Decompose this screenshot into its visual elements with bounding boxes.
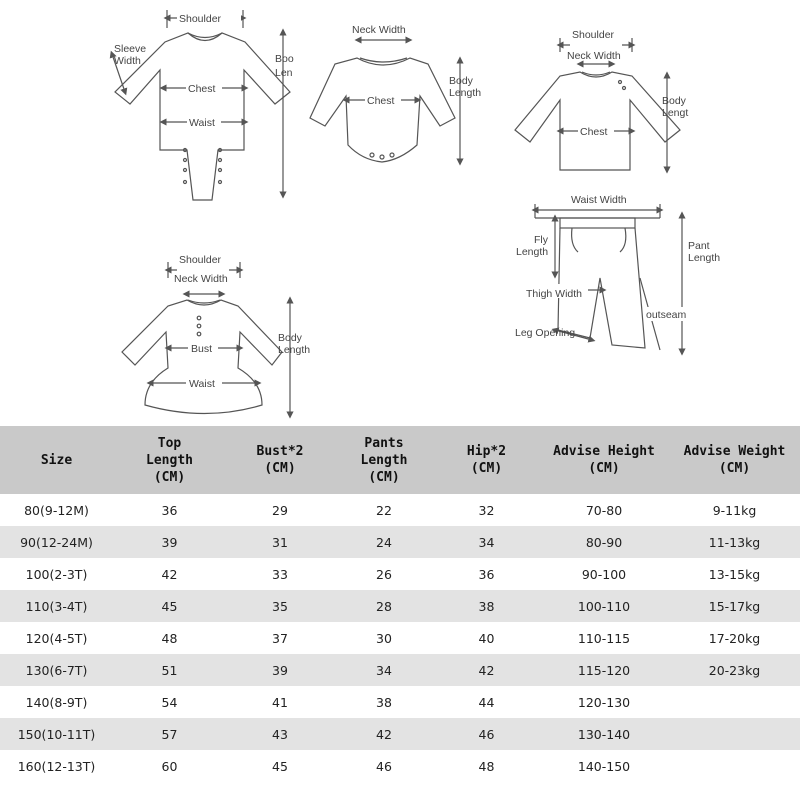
cell-top-length: 45 <box>113 590 226 622</box>
cell-top-length: 57 <box>113 718 226 750</box>
header-hip: Hip*2 (CM) <box>434 426 539 494</box>
cell-top-length: 42 <box>113 558 226 590</box>
cell-pants-length: 22 <box>334 494 434 526</box>
cell-top-length: 54 <box>113 686 226 718</box>
cell-advise-weight <box>669 750 800 782</box>
cell-hip: 34 <box>434 526 539 558</box>
dress-neck-label: Neck Width <box>174 273 228 285</box>
cell-top-length: 48 <box>113 622 226 654</box>
cell-bust: 41 <box>226 686 334 718</box>
cell-advise-weight: 13-15kg <box>669 558 800 590</box>
cell-advise-height: 115-120 <box>539 654 669 686</box>
top-chest-label: Chest <box>580 126 608 138</box>
cell-bust: 39 <box>226 654 334 686</box>
header-top-length: Top Length (CM) <box>113 426 226 494</box>
romper-waist-label: Waist <box>189 117 215 129</box>
bodysuit-chest-label: Chest <box>367 95 395 107</box>
cell-advise-weight: 20-23kg <box>669 654 800 686</box>
cell-bust: 33 <box>226 558 334 590</box>
cell-size: 100(2-3T) <box>0 558 113 590</box>
cell-pants-length: 26 <box>334 558 434 590</box>
romper-sleeve-label-2: Width <box>114 55 141 67</box>
cell-pants-length: 34 <box>334 654 434 686</box>
table-row <box>0 494 800 526</box>
table-row <box>0 558 800 590</box>
dress-waist-label: Waist <box>189 378 215 390</box>
romper-body-label-1: Boo <box>275 53 294 65</box>
bodysuit-body-label-2: Length <box>449 87 482 99</box>
cell-hip: 36 <box>434 558 539 590</box>
pants-pant-label-2: Length <box>688 252 721 264</box>
table-row <box>0 590 800 622</box>
cell-bust: 35 <box>226 590 334 622</box>
cell-advise-height: 90-100 <box>539 558 669 590</box>
cell-advise-height: 130-140 <box>539 718 669 750</box>
table-row <box>0 526 800 558</box>
cell-pants-length: 38 <box>334 686 434 718</box>
cell-size: 80(9-12M) <box>0 494 113 526</box>
cell-advise-height: 110-115 <box>539 622 669 654</box>
cell-advise-height: 70-80 <box>539 494 669 526</box>
top-tshirt-illustration <box>515 72 680 170</box>
cell-advise-height: 80-90 <box>539 526 669 558</box>
header-advise-weight: Advise Weight (CM) <box>669 426 800 494</box>
pants-waist-label: Waist Width <box>571 194 627 206</box>
cell-hip: 46 <box>434 718 539 750</box>
header-pants-length: Pants Length (CM) <box>334 426 434 494</box>
top-body-label-1: Body <box>662 95 686 107</box>
dress-illustration <box>122 300 282 414</box>
bodysuit-neck-label: Neck Width <box>352 24 406 36</box>
cell-size: 150(10-11T) <box>0 718 113 750</box>
cell-size: 130(6-7T) <box>0 654 113 686</box>
table-row <box>0 718 800 750</box>
cell-bust: 29 <box>226 494 334 526</box>
size-table <box>0 426 800 782</box>
cell-hip: 32 <box>434 494 539 526</box>
header-bust: Bust*2 (CM) <box>226 426 334 494</box>
cell-top-length: 51 <box>113 654 226 686</box>
cell-advise-weight <box>669 718 800 750</box>
table-row <box>0 654 800 686</box>
pants-fly-label-2: Length <box>516 246 549 258</box>
cell-bust: 31 <box>226 526 334 558</box>
cell-pants-length: 24 <box>334 526 434 558</box>
cell-bust: 37 <box>226 622 334 654</box>
cell-size: 90(12-24M) <box>0 526 113 558</box>
table-row <box>0 750 800 782</box>
dress-body-label-2: Length <box>278 344 311 356</box>
table-row <box>0 622 800 654</box>
size-chart <box>0 426 800 800</box>
cell-size: 110(3-4T) <box>0 590 113 622</box>
cell-advise-weight: 11-13kg <box>669 526 800 558</box>
cell-top-length: 36 <box>113 494 226 526</box>
cell-top-length: 39 <box>113 526 226 558</box>
cell-hip: 48 <box>434 750 539 782</box>
bodysuit-illustration <box>310 58 455 162</box>
cell-size: 140(8-9T) <box>0 686 113 718</box>
cell-hip: 42 <box>434 654 539 686</box>
top-shoulder-label: Shoulder <box>572 29 615 41</box>
pants-outseam-label: outseam <box>646 309 687 321</box>
cell-hip: 40 <box>434 622 539 654</box>
cell-advise-weight: 9-11kg <box>669 494 800 526</box>
cell-top-length: 60 <box>113 750 226 782</box>
bodysuit-body-label-1: Body <box>449 75 473 87</box>
cell-bust: 45 <box>226 750 334 782</box>
romper-body-label-2: Len <box>275 67 293 79</box>
cell-pants-length: 28 <box>334 590 434 622</box>
header-size: Size <box>0 426 113 494</box>
table-row <box>0 686 800 718</box>
cell-bust: 43 <box>226 718 334 750</box>
pants-thigh-label: Thigh Width <box>526 288 583 300</box>
cell-advise-weight: 17-20kg <box>669 622 800 654</box>
cell-size: 160(12-13T) <box>0 750 113 782</box>
dress-body-label-1: Body <box>278 332 302 344</box>
cell-size: 120(4-5T) <box>0 622 113 654</box>
cell-advise-height: 120-130 <box>539 686 669 718</box>
cell-pants-length: 42 <box>334 718 434 750</box>
dress-shoulder-label: Shoulder <box>179 254 222 266</box>
dress-bust-label: Bust <box>191 343 213 355</box>
pants-leg-label: Leg Opening <box>515 327 576 339</box>
top-neck-label: Neck Width <box>567 50 621 62</box>
top-body-label-2: Lengt <box>662 107 689 119</box>
cell-pants-length: 30 <box>334 622 434 654</box>
cell-advise-weight: 15-17kg <box>669 590 800 622</box>
cell-hip: 44 <box>434 686 539 718</box>
romper-chest-label: Chest <box>188 83 216 95</box>
cell-advise-weight <box>669 686 800 718</box>
table-header-row <box>0 426 800 494</box>
pants-pant-label-1: Pant <box>688 240 710 252</box>
cell-pants-length: 46 <box>334 750 434 782</box>
cell-advise-height: 100-110 <box>539 590 669 622</box>
romper-sleeve-label-1: Sleeve <box>114 43 147 55</box>
cell-advise-height: 140-150 <box>539 750 669 782</box>
cell-hip: 38 <box>434 590 539 622</box>
romper-shoulder-label: Shoulder <box>179 13 222 25</box>
pants-fly-label-1: Fly <box>534 234 548 246</box>
header-advise-height: Advise Height (CM) <box>539 426 669 494</box>
